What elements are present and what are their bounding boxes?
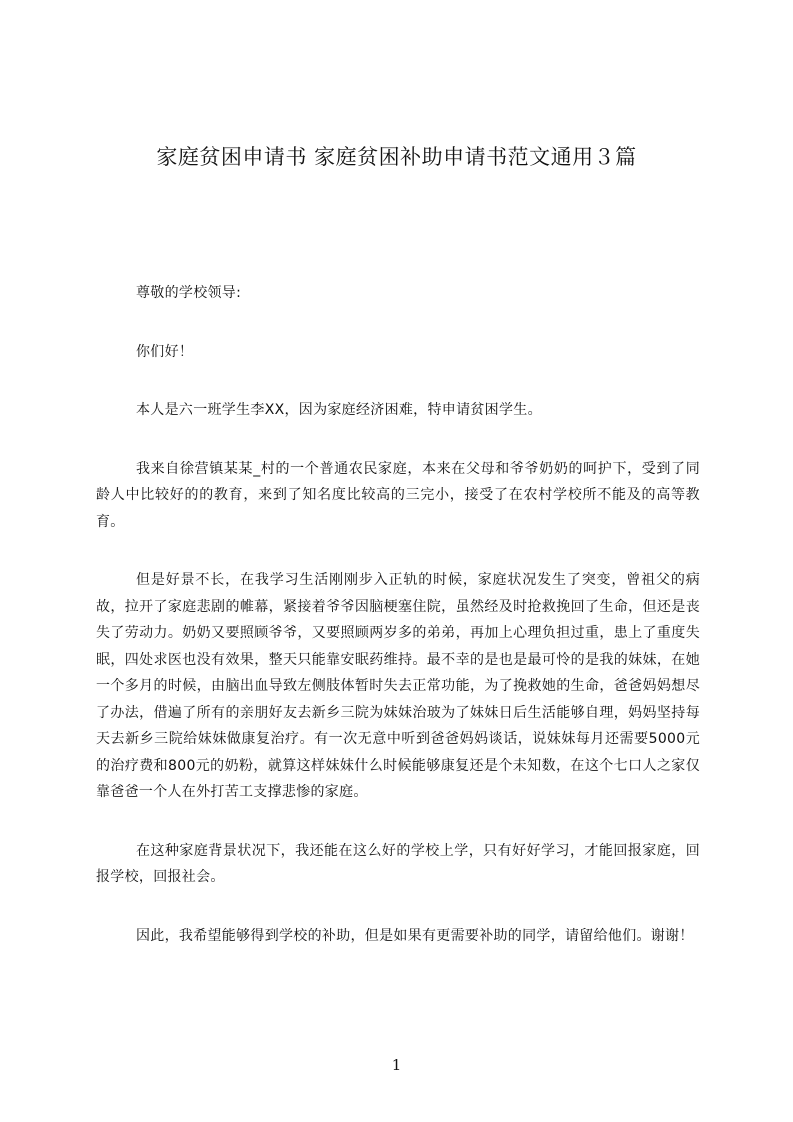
paragraph-closing: 因此，我希望能够得到学校的补助，但是如果有更需要补助的同学，请留给他们。谢谢！: [136, 927, 694, 944]
paragraph-commitment: 在这种家庭背景状况下，我还能在这么好的学校上学，只有好好学习，才能回报家庭，回报学校，回报社会。: [96, 842, 700, 885]
page-number: 1: [391, 1056, 402, 1074]
greeting: 你们好！: [136, 343, 194, 360]
paragraph-hardship: 但是好景不长，在我学习生活刚刚步入正轨的时候，家庭状况发生了突变，曾祖父的病故，拉开了家庭悲剧的帷幕，紧接着爷爷因脑梗塞住院，虽然经及时抢救挽回了生命，但还是丧失了劳动力。奶奶又要照顾爷爷，又要照顾两岁多的弟弟，再加上心理负担过重，患上了重度失眠，四处求医也没有效果，整天只能靠安眠药维持。最不幸的是也是最可怜的是我的妹妹，在她一个多月的时候，由脑出血导致左侧肢体暂时失去正常功能，为了挽救她的生命，爸爸妈妈想尽了办法，借遍了所有的亲朋好友去新乡三院为妹妹治玻为了妹妹日后生活能够自理，妈妈坚持每天去新乡三院给妹妹做康复治疗。有一次无意中听到爸爸妈妈谈话，说妹妹每月还需要5000元的治疗费和800元的奶粉，就算这样妹妹什么时候能够康复还是个未知数，在这个七口人之家仅靠爸爸一个人在外打苦工支撑悲惨的家庭。: [96, 572, 700, 800]
document-body: [96, 280, 700, 981]
paragraph-introduction: 本人是六一班学生李XX，因为家庭经济困难，特申请贫困学生。: [136, 402, 542, 418]
salutation: 尊敬的学校领导:: [136, 285, 242, 301]
paragraph-background: 我来自徐营镇某某_村的一个普通农民家庭，本来在父母和爷爷奶奶的呵护下，受到了同龄人中比较好的的教育，来到了知名度比较高的三完小，接受了在农村学校所不能及的高等教育。: [96, 460, 700, 530]
document-title: 家庭贫困申请书 家庭贫困补助申请书范文通用３篇: [156, 145, 637, 169]
